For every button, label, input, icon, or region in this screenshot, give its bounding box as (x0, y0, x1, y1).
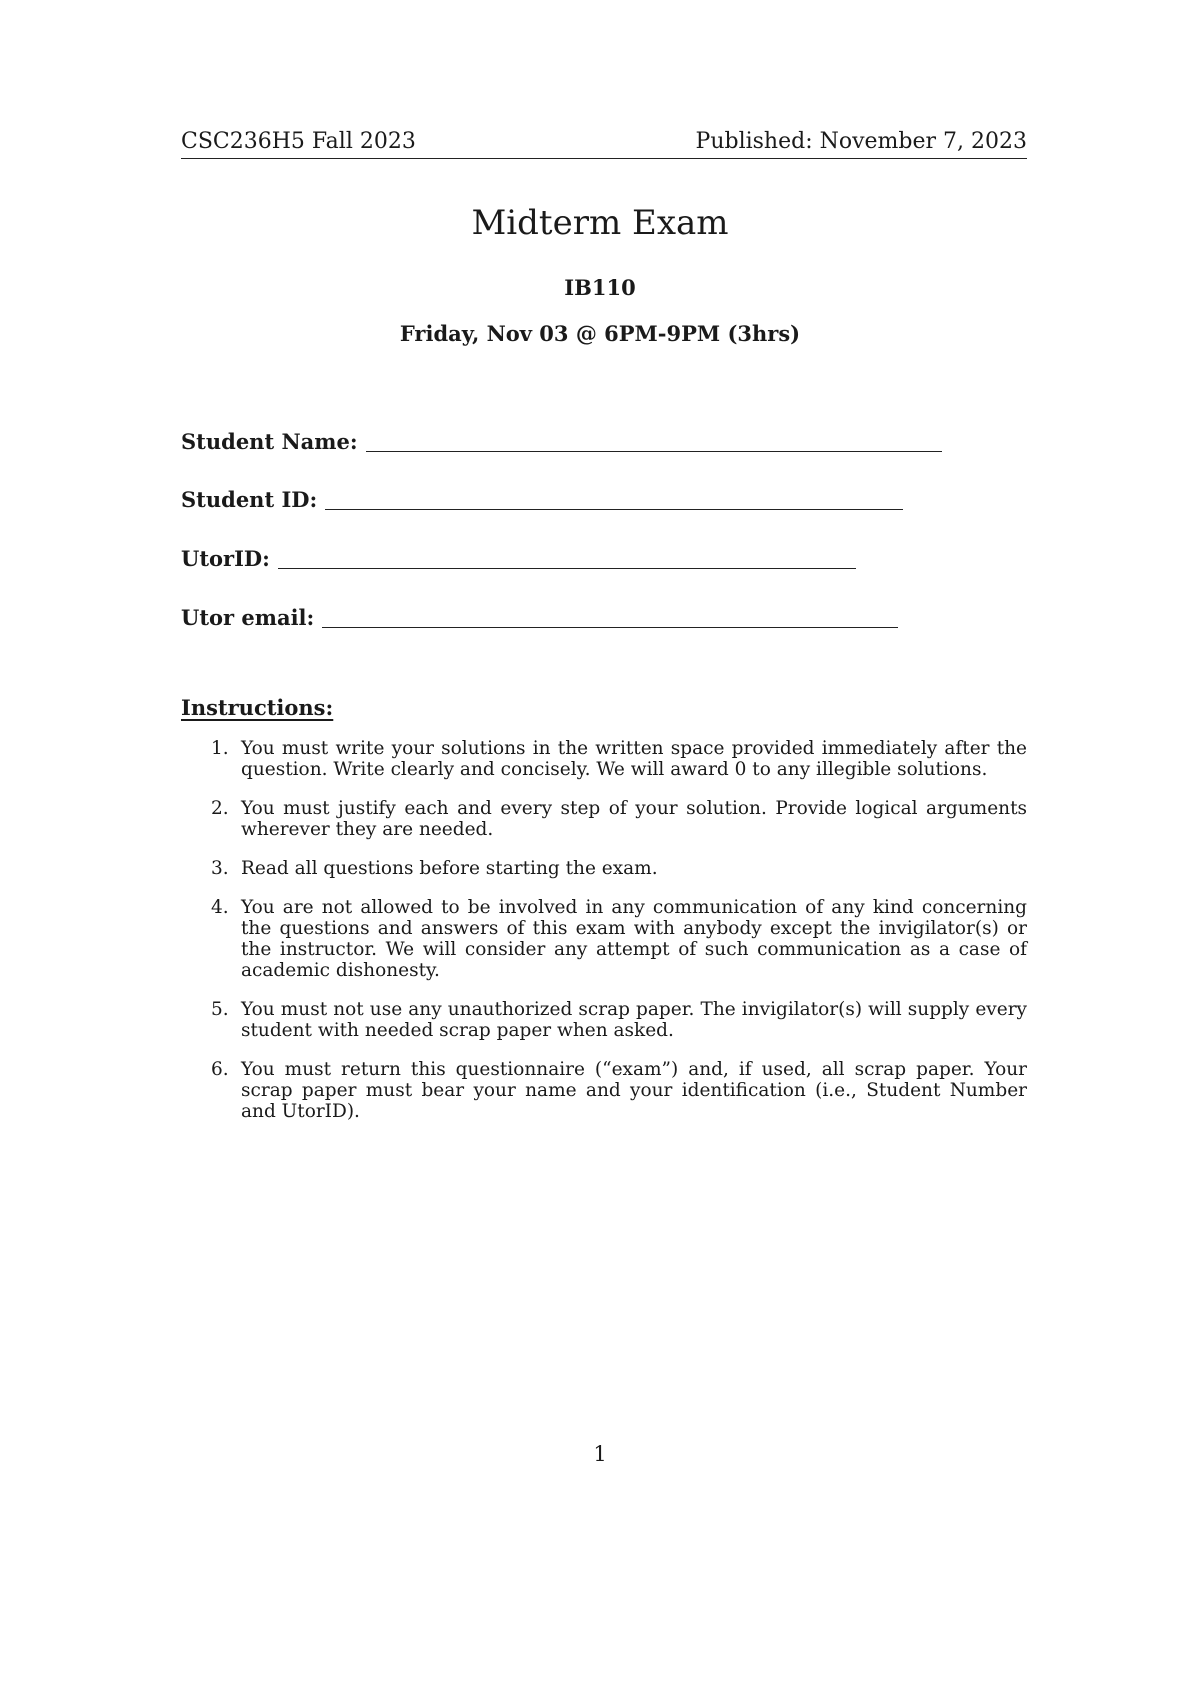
instruction-item (181, 1059, 1027, 1122)
instruction-item (181, 897, 1027, 981)
utor-email-label: Utor email: (181, 605, 315, 630)
student-name-blank[interactable] (366, 451, 942, 452)
exam-datetime: Friday, Nov 03 @ 6PM-9PM (3hrs) (399, 321, 801, 346)
student-id-field (181, 482, 903, 514)
instruction-number: 3. (211, 858, 229, 879)
exam-room: IB110 (564, 275, 636, 300)
instruction-text: You must return this questionnaire (“exam”) and, if used, all scrap paper. Your scrap paper must bear your name and your identification (i.e., Student Number and UtorID). (241, 1059, 1027, 1122)
instruction-item (181, 999, 1027, 1041)
utorid-blank[interactable] (278, 568, 856, 569)
student-name-label: Student Name: (181, 429, 358, 454)
instruction-number: 6. (211, 1059, 229, 1080)
instruction-item (181, 738, 1027, 780)
instruction-text: You must not use any unauthorized scrap paper. The invigilator(s) will supply every student with needed scrap paper when asked. (241, 999, 1027, 1041)
course-code: CSC236H5 Fall 2023 (181, 129, 416, 154)
instruction-number: 4. (211, 897, 229, 918)
header-divider (181, 158, 1027, 159)
instruction-text: You are not allowed to be involved in any communication of any kind concerning the questions and answers of this exam with anybody except the invigilator(s) or the instructor. We will consider any attempt of such communication as a case of academic dishonesty. (241, 897, 1027, 981)
student-id-blank[interactable] (325, 509, 903, 510)
utorid-field (181, 541, 856, 573)
utor-email-field (181, 600, 898, 632)
instructions-heading: Instructions: (181, 695, 334, 720)
utor-email-blank[interactable] (322, 627, 898, 628)
exam-title: Midterm Exam (471, 203, 729, 243)
instruction-number: 2. (211, 798, 229, 819)
utorid-label: UtorID: (181, 546, 270, 571)
student-name-field (181, 424, 942, 456)
instruction-text: Read all questions before starting the exam. (241, 858, 658, 879)
instruction-number: 1. (211, 738, 229, 759)
instruction-number: 5. (211, 999, 229, 1020)
published-date: Published: November 7, 2023 (695, 129, 1027, 154)
instruction-item (181, 858, 1027, 879)
instructions-list (181, 738, 1027, 1140)
student-id-label: Student ID: (181, 487, 318, 512)
instruction-item (181, 798, 1027, 840)
page-number: 1 (593, 1442, 607, 1466)
instruction-text: You must write your solutions in the written space provided immediately after the question. Write clearly and concisely. We will award 0 to any illegible solutions. (241, 738, 1027, 780)
instruction-text: You must justify each and every step of your solution. Provide logical arguments wherever they are needed. (241, 798, 1027, 840)
